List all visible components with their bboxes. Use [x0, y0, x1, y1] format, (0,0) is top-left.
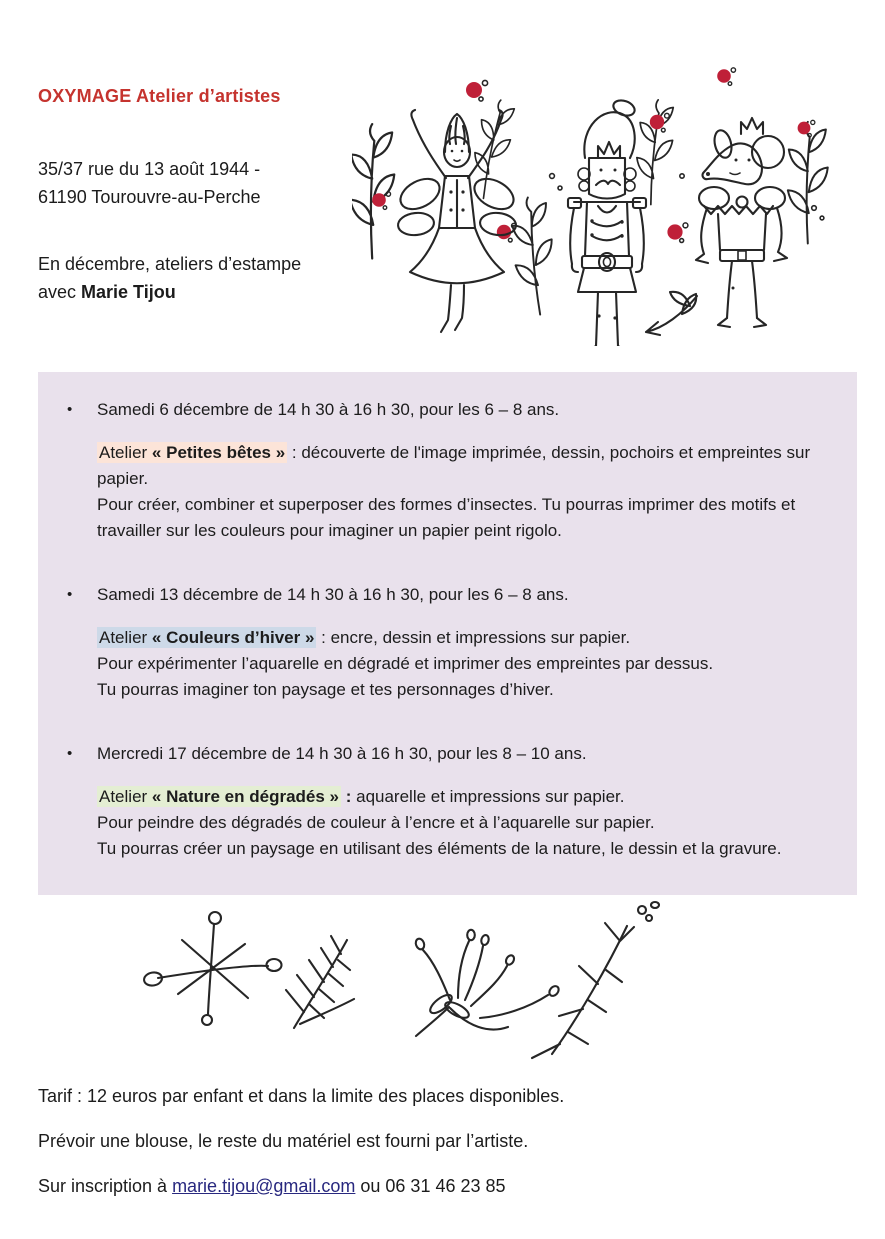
bullet-icon: • [67, 745, 73, 762]
snowflake-icon [143, 912, 281, 1025]
workshop-desc: Pour créer, combiner et superposer des formes d’insectes. Tu pourras imprimer des motifs et travailler sur les couleurs pour imaginer un papier peint rigolo. [97, 495, 796, 540]
workshop-name: « Couleurs d’hiver » [151, 628, 315, 647]
workshop-highlight: Atelier « Nature en dégradés » [99, 787, 339, 806]
intro-block [38, 250, 301, 306]
top-illustration [352, 56, 862, 346]
nutcracker-illustration [568, 98, 646, 346]
material-line: Prévoir une blouse, le reste du matériel est fourni par l’artiste. [38, 1131, 529, 1151]
winter-branch-icon [532, 902, 659, 1058]
workshop-highlight: Atelier « Petites bêtes » [99, 443, 286, 462]
dandelion-icon [414, 930, 560, 1036]
address-line-1: 35/37 rue du 13 août 1944 - [38, 159, 261, 179]
workshop-title-line: Atelier « Couleurs d’hiver » : encre, dessin et impressions sur papier. [99, 628, 631, 647]
workshop-date: Samedi 6 décembre de 14 h 30 à 16 h 30, pour les 6 – 8 ans. [97, 400, 560, 419]
workshop-desc: Pour peindre des dégradés de couleur à l’encre et à l’aquarelle sur papier. [97, 813, 655, 832]
arrow-sprig-icon [646, 292, 697, 335]
intro-line-1: En décembre, ateliers d’estampe [38, 254, 302, 274]
bullet-icon: • [67, 401, 73, 418]
page-title: OXYMAGE Atelier d’artistes [38, 86, 281, 106]
workshop-item-2 [67, 582, 843, 703]
workshop-item-3 [67, 741, 843, 862]
workshop-date: Mercredi 17 décembre de 14 h 30 à 16 h 30, pour les 8 – 10 ans. [97, 744, 587, 763]
bullet-icon: • [67, 586, 73, 603]
workshops-panel [38, 372, 857, 895]
address-line-2: 61190 Tourouvre-au-Perche [38, 187, 261, 207]
workshop-title-line: Atelier « Nature en dégradés » : aquarelle et impressions sur papier. [99, 787, 625, 806]
workshop-desc: Pour expérimenter l’aquarelle en dégradé et imprimer des empreintes par dessus. [97, 654, 714, 673]
workshop-desc: Tu pourras imaginer ton paysage et tes personnages d’hiver. [97, 680, 554, 699]
mouse-king-illustration [696, 118, 787, 327]
workshop-name: « Nature en dégradés » [151, 787, 339, 806]
address-block [38, 155, 260, 211]
workshop-desc: Tu pourras créer un paysage en utilisant des éléments de la nature, le dessin et la gravure. [97, 839, 782, 858]
inscription-line: Sur inscription à marie.tijou@gmail.com ou 06 31 46 23 85 [38, 1176, 506, 1196]
intro-line-2: avec Marie Tijou [38, 282, 176, 302]
workshop-highlight: Atelier « Couleurs d’hiver » [99, 628, 315, 647]
fir-branch-icon [286, 936, 354, 1028]
workshop-date: Samedi 13 décembre de 14 h 30 à 16 h 30, pour les 6 – 8 ans. [97, 585, 569, 604]
artist-name: Marie Tijou [81, 282, 176, 302]
email-link[interactable]: marie.tijou@gmail.com [172, 1176, 356, 1196]
bottom-illustration [128, 896, 713, 1068]
workshop-name: « Petites bêtes » [151, 443, 286, 462]
tarif-line: Tarif : 12 euros par enfant et dans la limite des places disponibles. [38, 1086, 565, 1106]
workshop-title-line: Atelier « Petites bêtes » : découverte de l'image imprimée, dessin, pochoirs et empreintes sur papier. [97, 443, 811, 488]
workshop-item-1 [67, 397, 843, 544]
